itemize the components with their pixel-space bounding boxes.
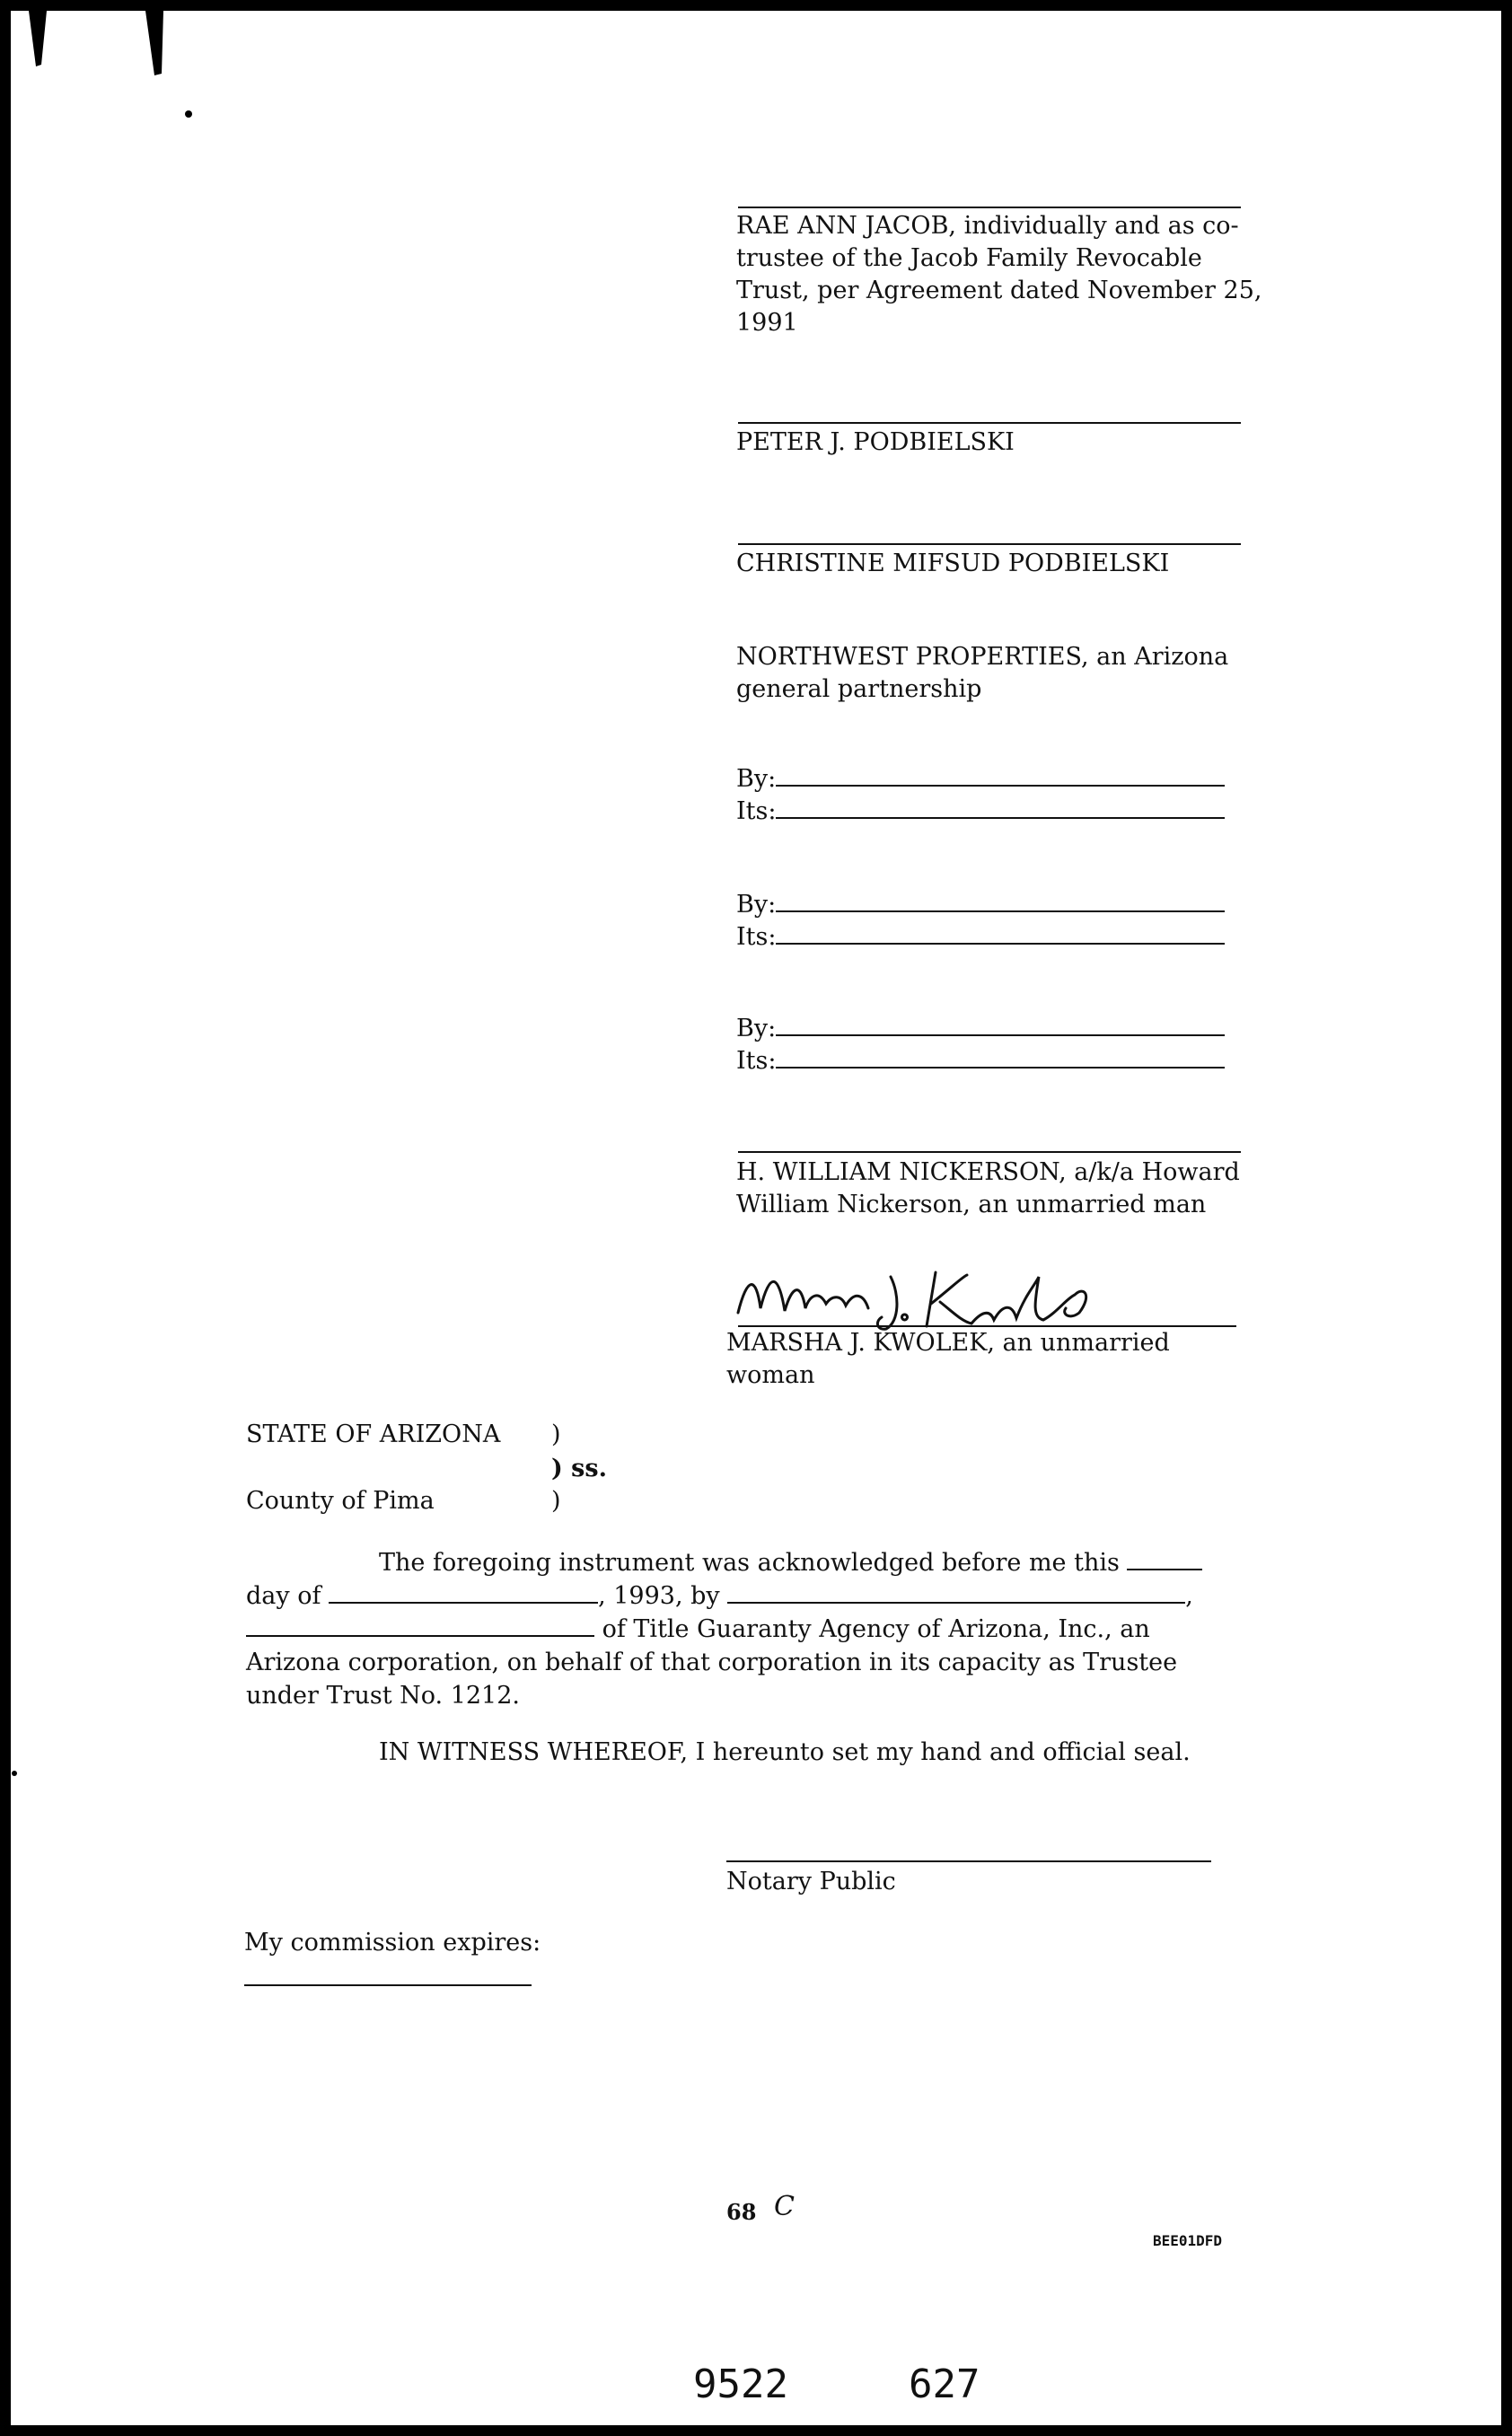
signatory-northwest: NORTHWEST PROPERTIES, an Arizona general partnership — [736, 643, 1229, 703]
by-its-group-3: By: Its: — [736, 1013, 1225, 1077]
signature-line-nickerson — [738, 1151, 1241, 1153]
signature-line-christine — [738, 543, 1241, 545]
venue-paren-2: ) — [551, 1487, 561, 1515]
signatory-jacob: RAE ANN JACOB, individually and as co- trustee of the Jacob Family Revocable Trust, per Agreement dated November 25, 1991 — [736, 212, 1262, 337]
venue-county: County of Pima — [246, 1487, 435, 1515]
commission-expires-label: My commission expires: — [244, 1929, 541, 1957]
stamp-number-left: 9522 — [693, 2361, 788, 2407]
stamp-number-right: 627 — [909, 2361, 980, 2407]
page-reference: 68 — [726, 2199, 757, 2225]
signature-line-notary — [726, 1860, 1211, 1862]
scan-artifact-marks — [11, 11, 226, 136]
signature-line-peter — [738, 422, 1241, 424]
signature-line-jacob — [738, 207, 1241, 208]
acknowledgment-paragraph: The foregoing instrument was acknowledged before me this day of , 1993, by , of Title Guaranty Agency of Arizona, Inc., an Arizona corporation, on behalf of that corporation in its capacity as Trustee under Trust No. 1212. — [246, 1546, 1202, 1712]
by-its-group-2: By: Its: — [736, 889, 1225, 954]
by-its-group-1: By: Its: — [736, 763, 1225, 828]
signatory-peter: PETER J. PODBIELSKI — [736, 428, 1015, 456]
document-code: BEE01DFD — [1153, 2232, 1223, 2249]
notary-public-label: Notary Public — [726, 1868, 896, 1895]
signatory-christine: CHRISTINE MIFSUD PODBIELSKI — [736, 550, 1170, 577]
venue-state: STATE OF ARIZONA — [246, 1420, 501, 1448]
commission-date-line — [244, 1984, 532, 1986]
page-reference-mark: C — [774, 2191, 795, 2222]
document-page — [11, 11, 1501, 2425]
signatory-nickerson: H. WILLIAM NICKERSON, a/k/a Howard William Nickerson, an unmarried man — [736, 1158, 1240, 1218]
scan-dot — [12, 1771, 17, 1776]
venue-paren-1: ) — [551, 1420, 561, 1448]
witness-clause: IN WITNESS WHEREOF, I hereunto set my hand and official seal. — [379, 1738, 1191, 1766]
venue-ss: ) ss. — [551, 1455, 607, 1482]
signatory-kwolek: MARSHA J. KWOLEK, an unmarried woman — [726, 1329, 1170, 1389]
